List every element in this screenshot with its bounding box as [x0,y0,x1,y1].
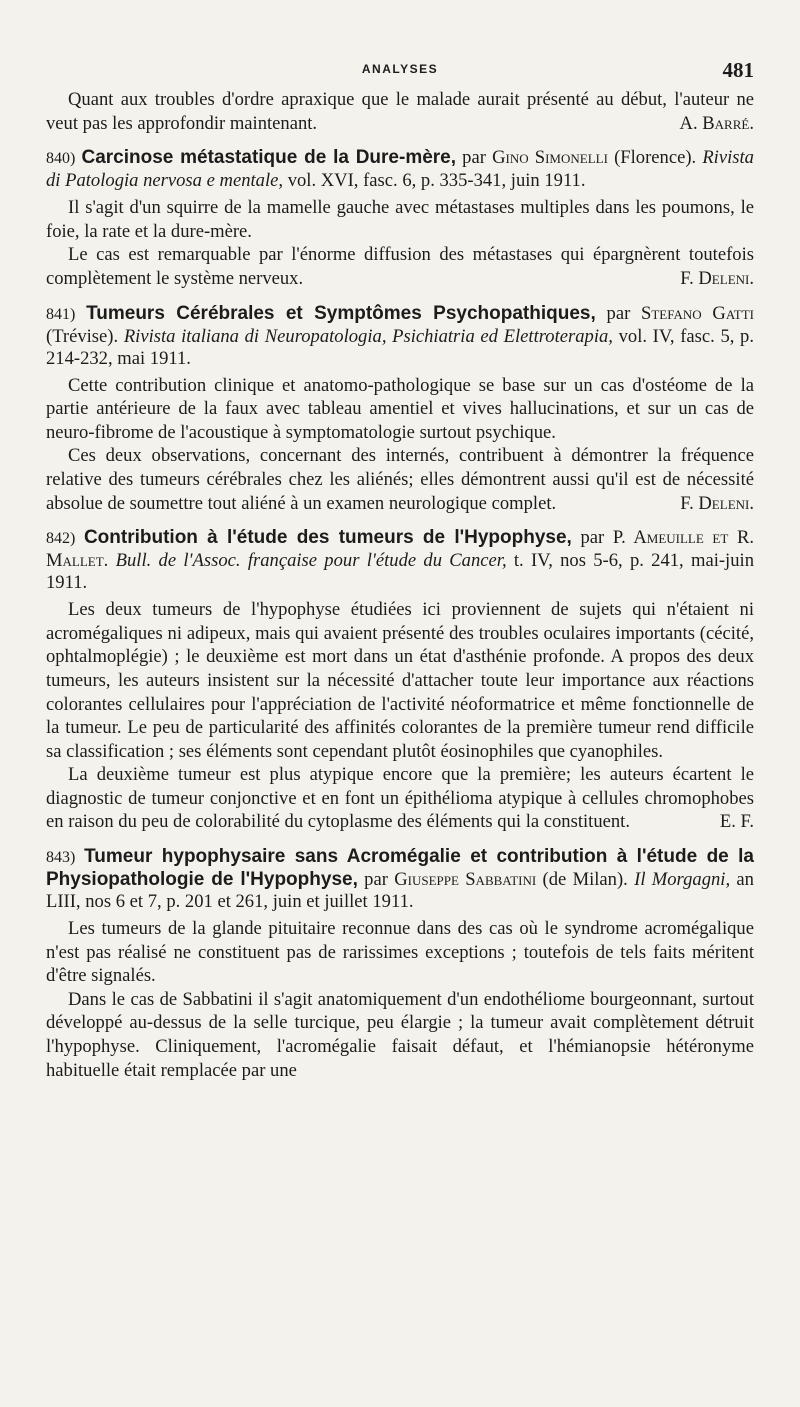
entry-journal: Bull. de l'Assoc. française pour l'étude du Cancer, [115,550,507,572]
entry-paragraph [46,243,754,290]
paragraph-text: Cette contribution clinique et anatomo-pathologique se base sur un cas d'ostéome de la partie antérieure de la faux avec tableau amentiel et vives hallucinations, et sur un cas de neuro-fibrome de l'acoustique à symptomatologie surtout psychique. [46,374,754,443]
entry-author: Gino Simonelli [492,147,608,169]
running-title: ANALYSES [361,62,439,76]
entry-title: Tumeur hypophysaire sans Acromégalie et contribution à l'étude de la Physiopathologie de l'Hypophyse, [46,846,754,891]
entry-journal: Rivista di Patologia nervosa e mentale, [46,147,754,192]
intro-signature: A. Barré. [679,112,754,134]
page [46,58,754,1082]
paragraph-text: La deuxième tumeur est plus atypique encore que la première; les auteurs écartent le diagnostic de tumeur conjonctive et en font un épithélioma atypique à cellules chromophobes en raison du peu de colorabilité du cytoplasme des éléments qui la constituent. [46,764,754,833]
paragraph-text: Dans le cas de Sabbatini il s'agit anatomiquement d'un endothéliome bourgeonnant, surtout développé au-dessus de la selle turcique, peu élargie ; la tumeur avait complètement détruit l'hypophyse. Cliniquement, l'acromégalie faisait défaut, et l'hémianopsie hétéronyme habituelle était remplacée par une [46,988,754,1081]
entry-by: par [462,147,486,169]
entry-by: par [580,527,605,549]
paragraph-text: Ces deux observations, concernant des internés, contribuent à démontrer la fréquence relative des tumeurs cérébrales chez les aliénés; elles démontrent aussi qu'il est de nécessité absolue de soumettre tout aliéné à un examen neurologique complet. [46,445,754,514]
entry-heading [46,846,754,913]
entry-location: (Trévise). [46,325,119,347]
paragraph-text: Le cas est remarquable par l'énorme diffusion des métastases qui épargnèrent toutefois complètement le système nerveux. [46,244,754,289]
entry-heading [46,303,754,370]
entry-title: Contribution à l'étude des tumeurs de l'Hypophyse, [83,527,572,549]
entry-title: Tumeurs Cérébrales et Symptômes Psychopathiques, [86,302,596,324]
entry-by: par [606,302,631,324]
entry-number: 841) [46,305,76,323]
paragraph-text: Il s'agit d'un squirre de la mamelle gauche avec métastases multiples dans les poumons, le foie, la rate et la dure-mère. [46,197,754,242]
entry-paragraph [46,374,754,445]
entry-signature: E. F. [719,811,754,833]
entry-location: (Florence). [614,147,697,169]
paragraph-text: Les deux tumeurs de l'hypophyse étudiées ici proviennent de sujets qui n'étaient ni acromégaliques ni adipeux, mais qui avaient présenté des troubles oculaires importants (cécité, ophtalmoplégie) ; le deuxième est mort dans un état d'asthénie profonde. A propos des deux tumeurs, les auteurs insistent sur la nécessité d'attacher toute leur importance aux réactions colorantes cellulaires pour l'appréciation de l'activité néoformatrice et même fonctionnelle de la tumeur. Le peu de particularité des affinités colorantes de la première tumeur rend difficile sa classification ; ses éléments sont cependant plutôt éosinophiles que cyanophiles. [46,599,754,762]
entry-reference: vol. IV, fasc. 5, p. 214-232, mai 1911. [46,325,754,369]
entry-location: (de Milan). [542,869,628,891]
entry-author: Stefano Gatti [641,302,754,324]
running-header [46,58,754,88]
entry-heading [46,147,754,192]
intro-text: Quant aux troubles d'ordre apraxique que le malade aurait présenté au début, l'auteur ne veut pas les approfondir maintenant. [46,89,754,134]
entry-title: Carcinose métastatique de la Dure-mère, [81,147,457,169]
entry-author: P. Ameuille et R. Mallet. [46,527,754,572]
entry-paragraph [46,598,754,763]
entry-reference: vol. XVI, fasc. 6, p. 335-341, juin 1911. [287,170,586,192]
entry-signature: F. Deleni. [680,267,754,289]
entry-841 [46,303,754,516]
entry-reference: an LIII, nos 6 et 7, p. 201 et 261, juin et juillet 1911. [46,869,754,913]
entry-author: Giuseppe Sabbatini [394,869,537,891]
entry-journal: Il Morgagni, [634,869,731,891]
entry-paragraph [46,196,754,243]
entry-reference: t. IV, nos 5-6, p. 241, mai-juin 1911. [46,550,754,594]
entry-by: par [364,869,388,891]
entry-number: 840) [46,150,76,168]
entry-paragraph [46,444,754,515]
entry-843 [46,846,754,1082]
paragraph-text: Les tumeurs de la glande pituitaire reconnue dans des cas où le syndrome acromégalique n'est pas réalisé ne constituent pas de rarissimes exceptions ; toutefois de tels faits méritent d'être signalés. [46,918,754,987]
page-number: 481 [722,58,754,82]
entry-paragraph [46,763,754,834]
entry-840 [46,147,754,290]
entry-heading [46,527,754,594]
entry-842 [46,527,754,834]
entry-number: 842) [46,530,76,548]
entry-signature: F. Deleni. [680,492,754,514]
entry-paragraph [46,988,754,1082]
entry-journal: Rivista italiana di Neuropatologia, Psichiatria ed Elettroterapia, [123,325,613,347]
entry-number: 843) [46,849,76,867]
entry-paragraph [46,917,754,988]
intro-paragraph [46,88,754,135]
